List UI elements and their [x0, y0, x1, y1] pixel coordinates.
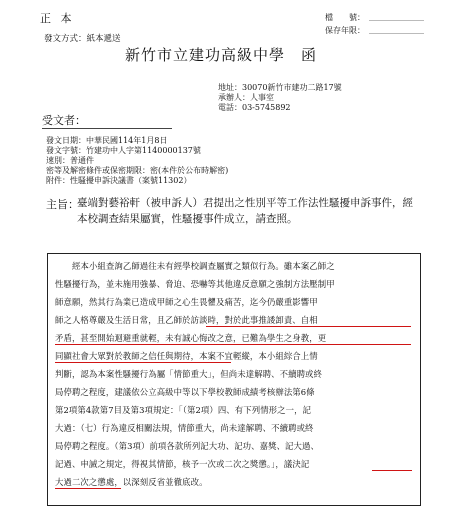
- quote-line: 師意願，然其行為業已造成甲師之心生畏懼及痛苦，迄今仍嚴重影響甲: [55, 297, 318, 307]
- quote-line: 性騷擾行為，並未施用強暴、脅迫、恐嚇等其他違反意願之強制方法壓制甲: [55, 279, 335, 289]
- retention-field: [325, 25, 424, 36]
- security-level: 密等及解密條件或保密期限：密(本件於公布時解密): [46, 166, 229, 175]
- contact-officer: 承辦人：人事室: [218, 93, 274, 102]
- contact-phone: 電話：03-5745892: [218, 103, 291, 112]
- org-title: [125, 44, 317, 65]
- delivery-speed: 速別：普通件: [46, 156, 94, 165]
- quote-line: 同顯社會大眾對於教師之信任與期待，本案不宜輕縱，本小組綜合上情: [55, 351, 318, 361]
- contact-address: 地址：30070新竹市建功二路17號: [218, 83, 342, 92]
- file-number-value: [369, 12, 424, 21]
- subject-text: 臺端對藝裕軒（被申訴人）君提出之性別平等工作法性騷擾申訴事件，經本校調查結果屬實，性騷擾事件成立，請查照。: [77, 197, 413, 225]
- red-underline: [55, 488, 121, 489]
- doc-type: 函: [301, 46, 318, 64]
- send-method: 發文方式：紙本遞送: [44, 34, 121, 44]
- quote-line: 經本小組查詢乙師過往未有經學校調查屬實之類似行為。雖本案乙師之: [72, 261, 335, 271]
- retention-label: 保存年限：: [325, 26, 365, 35]
- quote-line: 師之人格尊嚴及生活日常，且乙師於訪談時，對於此事推諉卸責、自相: [55, 315, 318, 325]
- quote-line: 大過二次之懲處，以深刻反省並徹底改。: [55, 477, 208, 487]
- quote-line: 局停聘之程度，建議依公立高級中等以下學校教師成績考核辦法第6條: [55, 387, 315, 397]
- attachment: 附件：性騷擾申訴決議書（案號11302）: [46, 176, 192, 185]
- copy-mark: 正 本: [40, 12, 75, 25]
- red-underline: [372, 470, 412, 471]
- subject-label: 主旨：: [46, 198, 79, 211]
- recipient-divider: [42, 128, 172, 129]
- quote-line: 局停聘之程度。（第3項）前項各款所列記大功、記功、嘉獎、記大過、: [55, 441, 319, 451]
- retention-value: [369, 25, 424, 34]
- quote-line: 記過、申誡之規定，得視其情節，核予一次或二次之獎懲。」，議決記: [55, 459, 310, 469]
- recipient-label: 受文者：: [42, 114, 86, 127]
- file-number-label: 檔 號：: [325, 13, 365, 22]
- quote-line: 矛盾，甚至開始迴避重就輕，未有誠心悔改之意，已難為學生之身教，更: [55, 333, 327, 343]
- red-underline: [206, 326, 411, 327]
- red-underline: [55, 362, 231, 363]
- quote-line: 大過：（七）行為違反相關法規，情節重大，尚未達解聘、不續聘或終: [55, 423, 314, 433]
- issue-date: 發文日期：中華民國114年1月8日: [46, 136, 168, 145]
- quote-line: 第2項第4款第7目及第3項規定：「（第2項）四、有下列情形之一，記: [55, 405, 312, 415]
- quote-line: 判斷，認為本案性騷擾行為屬「情節重大」，但尚未達解聘、不續聘或終: [55, 369, 323, 379]
- file-number-field: [325, 12, 424, 23]
- red-underline: [55, 344, 411, 345]
- org-name: 新竹市立建功高級中學: [125, 46, 286, 64]
- doc-number: 發文字號：竹建功中人字第1140000137號: [46, 146, 201, 155]
